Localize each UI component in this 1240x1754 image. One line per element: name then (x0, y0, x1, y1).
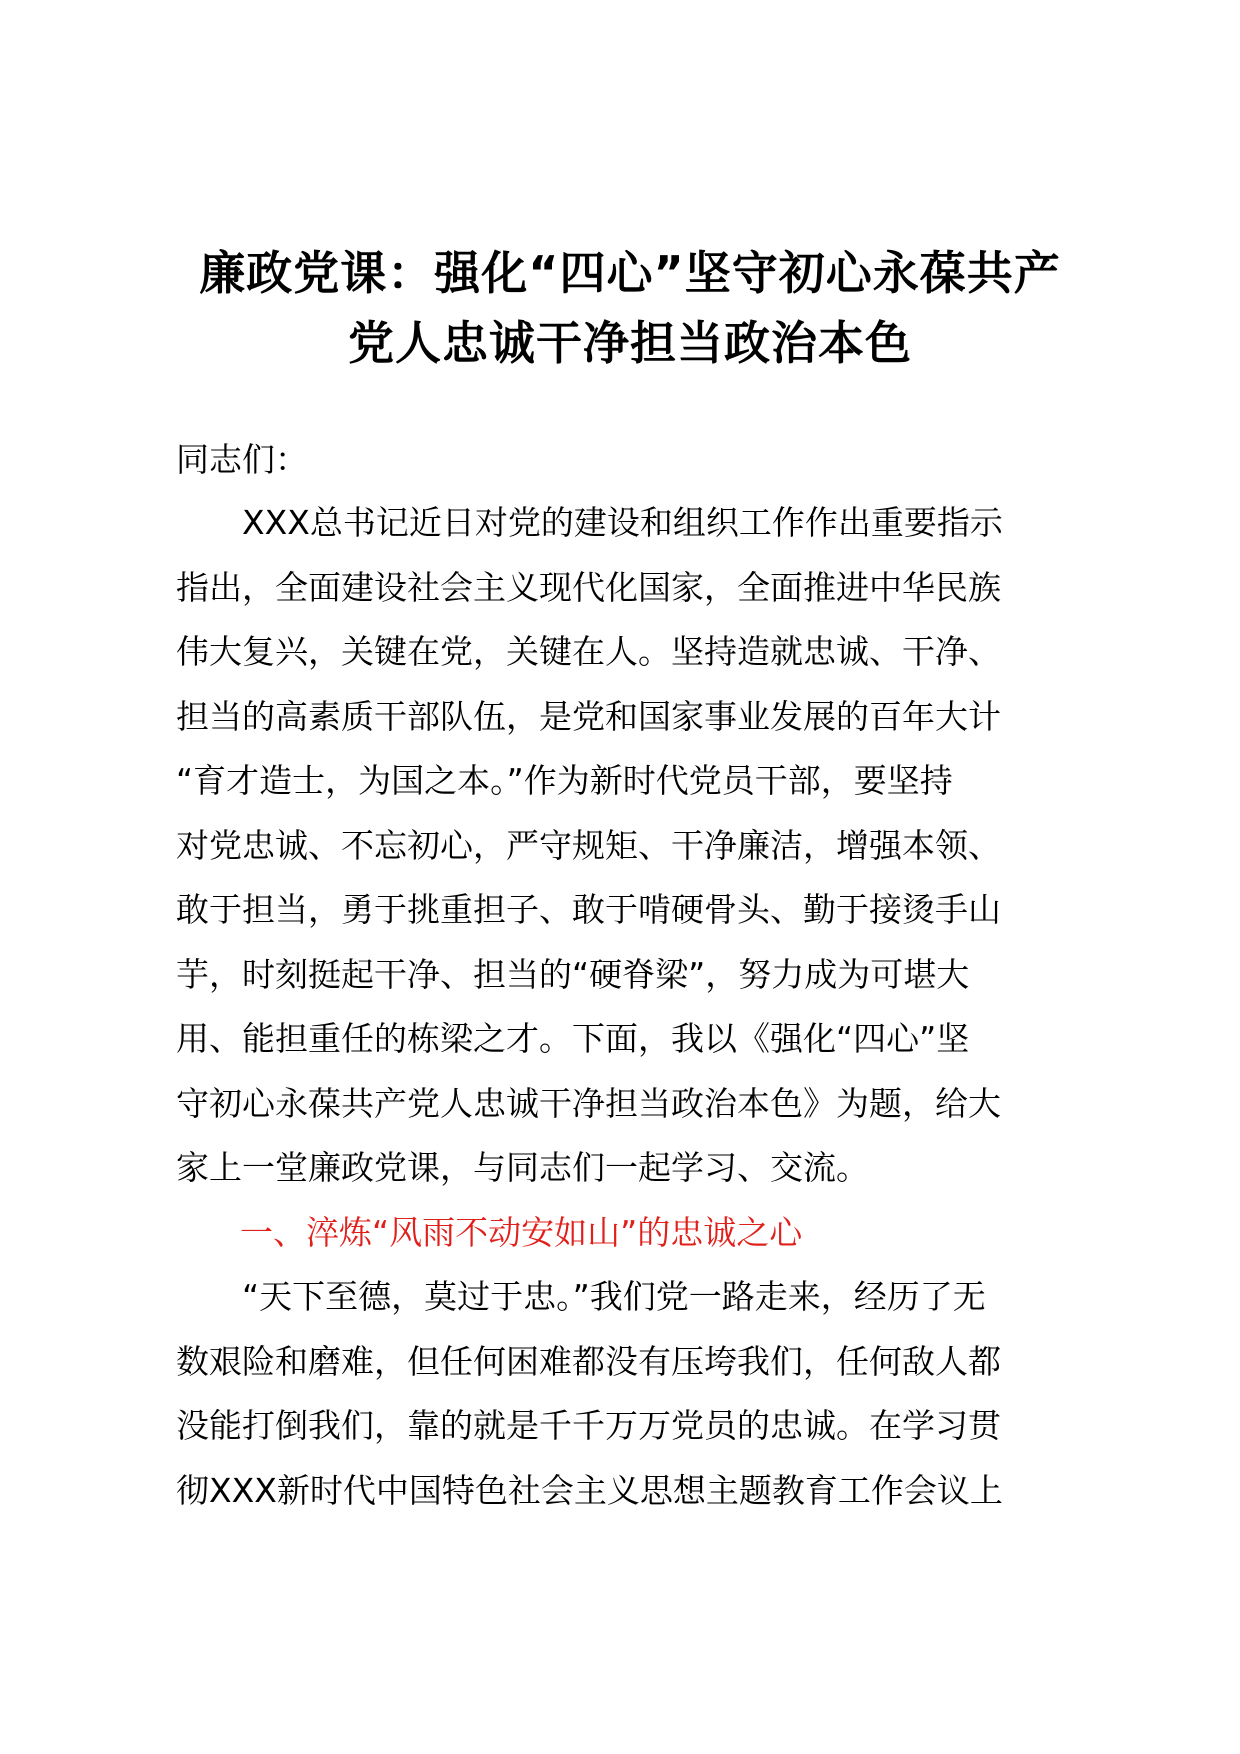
paragraph-line: 用、能担重任的栋梁之才。下面，我以《强化“四心”坚 (176, 1019, 970, 1058)
paragraph-line: 对党忠诚、不忘初心，严守规矩、干净廉洁，增强本领、 (176, 825, 1001, 865)
paragraph-line: 彻XXX新时代中国特色社会主义思想主题教育工作会议上 (176, 1470, 1003, 1510)
salutation (176, 428, 1086, 493)
paragraph-line: 敢于担当，勇于挑重担子、敢于啃硬骨头、勤于接烫手山 (176, 890, 1001, 929)
title-line-1: 廉政党课：强化“四心”坚守初心永葆共产 (199, 246, 1061, 300)
paragraph-line: XXX总书记近日对党的建设和组织工作作出重要指示 (242, 503, 1003, 542)
paragraph-line: 担当的高素质干部队伍，是党和国家事业发展的百年大计 (176, 696, 1001, 736)
section-heading-1: 一、淬炼“风雨不动安如山”的忠诚之心 (240, 1213, 803, 1252)
paragraph-1 (176, 491, 1086, 1201)
document-title (150, 238, 1110, 378)
salutation-text: 同志们： (176, 440, 308, 479)
paragraph-line: 伟大复兴，关键在党，关键在人。坚持造就忠诚、干净、 (176, 632, 1001, 671)
paragraph-line: “育才造士，为国之本。”作为新时代党员干部，要坚持 (176, 761, 953, 800)
paragraph-line: 数艰险和磨难，但任何困难都没有压垮我们，任何敌人都 (176, 1341, 1001, 1381)
paragraph-line: 守初心永葆共产党人忠诚干净担当政治本色》为题，给大 (176, 1083, 1001, 1123)
title-line-2: 党人忠诚干净担当政治本色 (348, 316, 912, 370)
paragraph-2 (176, 1265, 1086, 1523)
paragraph-line: 指出，全面建设社会主义现代化国家，全面推进中华民族 (176, 567, 1001, 607)
paragraph-line: 芋，时刻挺起干净、担当的“硬脊梁”，努力成为可堪大 (176, 954, 970, 994)
paragraph-line: “天下至德，莫过于忠。”我们党一路走来，经历了无 (242, 1277, 986, 1316)
paragraph-line: 没能打倒我们，靠的就是千千万万党员的忠诚。在学习贯 (176, 1406, 1001, 1445)
paragraph-line: 家上一堂廉政党课，与同志们一起学习、交流。 (176, 1148, 869, 1187)
